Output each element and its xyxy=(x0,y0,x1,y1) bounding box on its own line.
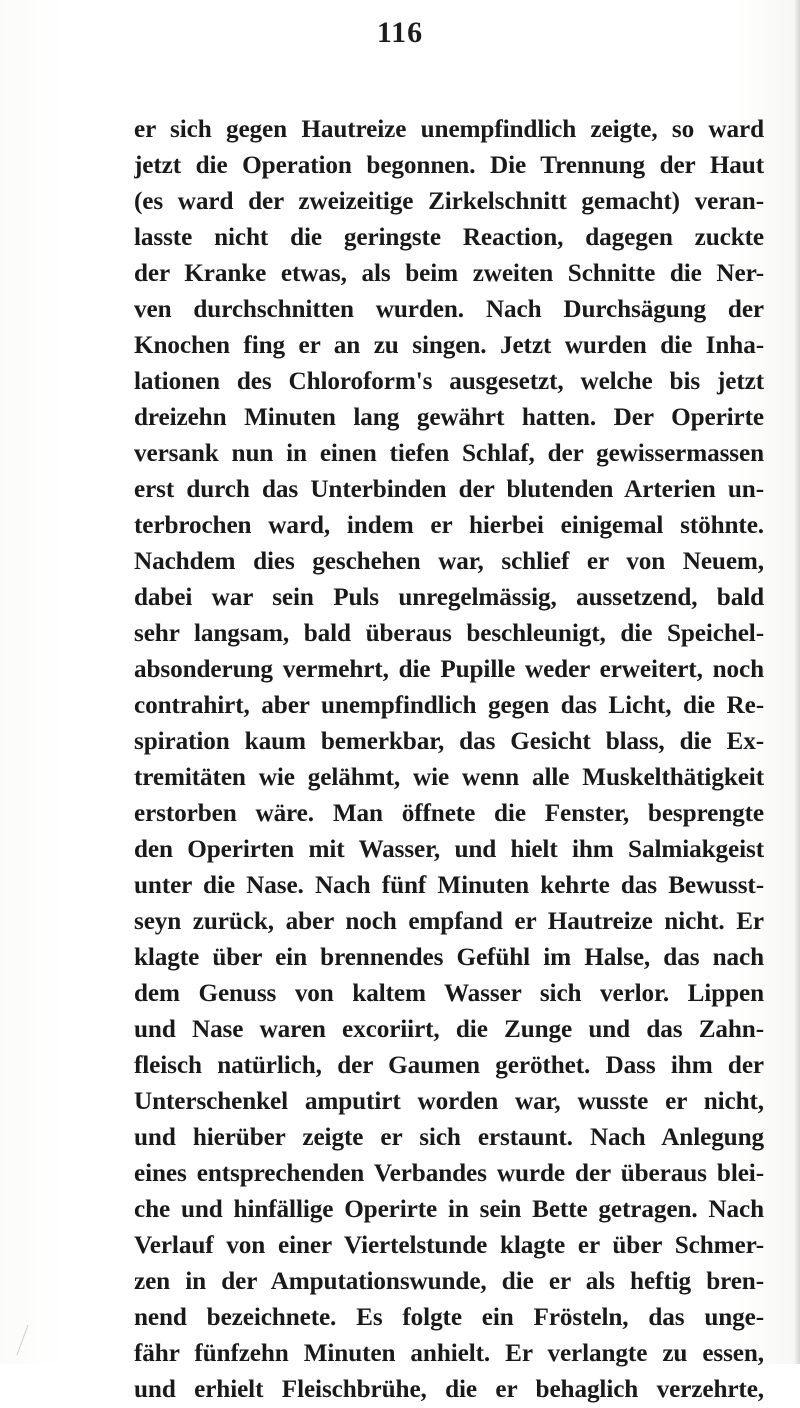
text-line: und Nase waren excoriirt, die Zunge und das Zahn- xyxy=(134,1016,764,1043)
text-line: seyn zurück, aber noch empfand er Hautreize nicht. Er xyxy=(134,908,764,935)
text-line: jetzt die Operation begonnen. Die Trennung der Haut xyxy=(134,152,764,179)
text-line: spiration kaum bemerkbar, das Gesicht blass, die Ex- xyxy=(134,728,764,755)
text-line: den Operirten mit Wasser, und hielt ihm Salmiakgeist xyxy=(134,836,764,863)
text-line: absonderung vermehrt, die Pupille weder erweitert, noch xyxy=(134,656,764,683)
text-line: unter die Nase. Nach fünf Minuten kehrte das Bewusst- xyxy=(134,872,764,899)
text-line: erstorben wäre. Man öffnete die Fenster, besprengte xyxy=(134,800,764,827)
text-line: dabei war sein Puls unregelmässig, aussetzend, bald xyxy=(134,584,764,611)
text-line: dreizehn Minuten lang gewährt hatten. Der Operirte xyxy=(134,404,764,431)
text-line: ven durchschnitten wurden. Nach Durchsägung der xyxy=(134,296,764,323)
text-line: Knochen fing er an zu singen. Jetzt wurden die Inha- xyxy=(134,332,764,359)
text-line: erst durch das Unterbinden der blutenden Arterien un- xyxy=(134,476,764,503)
body-text xyxy=(134,112,764,1408)
text-line: tremitäten wie gelähmt, wie wenn alle Muskelthätigkeit xyxy=(134,764,764,791)
page-number: 116 xyxy=(376,16,424,49)
text-line: zen in der Amputationswunde, die er als heftig bren- xyxy=(134,1268,764,1295)
text-line: klagte über ein brennendes Gefühl im Halse, das nach xyxy=(134,944,764,971)
text-line: fähr fünfzehn Minuten anhielt. Er verlangte zu essen, xyxy=(134,1340,764,1367)
text-line: Nachdem dies geschehen war, schlief er von Neuem, xyxy=(134,548,764,575)
text-line: Verlauf von einer Viertelstunde klagte er über Schmer- xyxy=(134,1232,764,1259)
text-line: contrahirt, aber unempfindlich gegen das Licht, die Re- xyxy=(134,692,764,719)
text-line: lasste nicht die geringste Reaction, dagegen zuckte xyxy=(134,224,764,251)
text-line: nend bezeichnete. Es folgte ein Frösteln, das unge- xyxy=(134,1304,764,1331)
page-edge-shadow xyxy=(794,0,800,1364)
text-line: eines entsprechenden Verbandes wurde der überaus blei- xyxy=(134,1160,764,1187)
text-line: der Kranke etwas, als beim zweiten Schnitte die Ner- xyxy=(134,260,764,287)
text-line: lationen des Chloroform's ausgesetzt, welche bis jetzt xyxy=(134,368,764,395)
text-line: und erhielt Fleischbrühe, die er behaglich verzehrte, xyxy=(134,1376,764,1403)
text-line: (es ward der zweizeitige Zirkelschnitt gemacht) veran- xyxy=(134,188,764,215)
text-line: fleisch natürlich, der Gaumen geröthet. Dass ihm der xyxy=(134,1052,764,1079)
text-line: Unterschenkel amputirt worden war, wusste er nicht, xyxy=(134,1088,764,1115)
text-line: er sich gegen Hautreize unempfindlich zeigte, so ward xyxy=(134,116,764,143)
text-line: dem Genuss von kaltem Wasser sich verlor. Lippen xyxy=(134,980,764,1007)
text-line: che und hinfällige Operirte in sein Bette getragen. Nach xyxy=(134,1196,764,1223)
text-line: sehr langsam, bald überaus beschleunigt, die Speichel- xyxy=(134,620,764,647)
scan-artifact xyxy=(17,1325,43,1355)
text-line: terbrochen ward, indem er hierbei einigemal stöhnte. xyxy=(134,512,764,539)
text-line: versank nun in einen tiefen Schlaf, der gewissermassen xyxy=(134,440,764,467)
text-line: und hierüber zeigte er sich erstaunt. Nach Anlegung xyxy=(134,1124,764,1151)
